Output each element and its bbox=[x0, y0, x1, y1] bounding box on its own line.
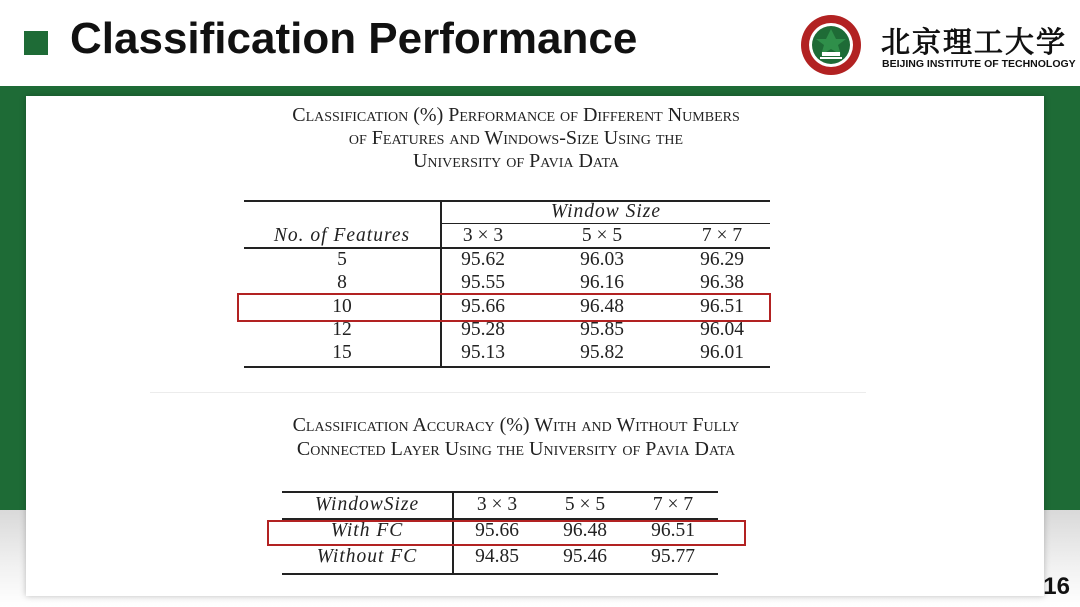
features-window-size-table bbox=[244, 200, 770, 368]
row-label: 15 bbox=[332, 342, 352, 363]
table-cell: 96.38 bbox=[700, 272, 744, 293]
column-header: 3 × 3 bbox=[462, 225, 504, 246]
table1-caption-line: University of Pavia Data bbox=[412, 150, 620, 172]
table-cell: 95.66 bbox=[475, 520, 519, 541]
table-cell: 95.82 bbox=[580, 342, 624, 363]
table-cell: 96.01 bbox=[700, 342, 744, 363]
table-cell: 96.03 bbox=[580, 249, 624, 270]
table-cell: 96.51 bbox=[700, 296, 744, 317]
row-label: Without FC bbox=[316, 546, 418, 567]
table-cell: 96.16 bbox=[580, 272, 624, 293]
table-cell: 94.85 bbox=[475, 546, 519, 567]
title-bullet-square bbox=[24, 31, 48, 55]
table-cell: 96.48 bbox=[580, 296, 624, 317]
university-name-en: BEIJING INSTITUTE OF TECHNOLOGY bbox=[882, 58, 1076, 70]
table1-caption bbox=[196, 104, 836, 173]
table-cell: 95.55 bbox=[461, 272, 505, 293]
column-header: 3 × 3 bbox=[476, 494, 518, 515]
table-bottom-rule bbox=[244, 366, 770, 368]
row-label: With FC bbox=[330, 520, 404, 541]
row-header-window-size: WindowSize bbox=[314, 494, 420, 515]
table1-caption-line: of Features and Windows-Size Using the bbox=[348, 127, 684, 149]
table-cell: 96.04 bbox=[700, 319, 744, 340]
table2-caption-line: Classification Accuracy (%) With and Without Fully bbox=[292, 414, 740, 436]
table2-caption-line: Connected Layer Using the University of Pavia Data bbox=[296, 438, 736, 460]
column-header: 5 × 5 bbox=[564, 494, 606, 515]
table-cell: 95.62 bbox=[461, 249, 505, 270]
table-cell: 95.13 bbox=[461, 342, 505, 363]
table2-caption bbox=[176, 413, 856, 461]
table-cell: 96.48 bbox=[563, 520, 607, 541]
university-name-cn: 北京理工大学 bbox=[881, 25, 1068, 59]
university-seal-logo bbox=[800, 14, 862, 76]
table-cell: 95.85 bbox=[580, 319, 624, 340]
highlight-box-row-10 bbox=[237, 293, 771, 322]
page-number: 16 bbox=[1043, 573, 1070, 600]
table-bottom-rule bbox=[282, 573, 718, 575]
column-header: 7 × 7 bbox=[701, 225, 743, 246]
column-header: 5 × 5 bbox=[581, 225, 623, 246]
table-cell: 95.66 bbox=[461, 296, 505, 317]
slide-title: Classification Performance bbox=[70, 14, 638, 63]
table-cell: 96.29 bbox=[700, 249, 744, 270]
column-header: 7 × 7 bbox=[652, 494, 694, 515]
table-cell: 95.77 bbox=[651, 546, 695, 567]
row-label: 5 bbox=[337, 249, 347, 270]
highlight-box-with-fc bbox=[267, 520, 746, 546]
table1-caption-line: Classification (%) Performance of Different Numbers bbox=[292, 104, 740, 126]
row-label: 8 bbox=[337, 272, 347, 293]
row-label: 10 bbox=[332, 296, 352, 317]
row-label: 12 bbox=[332, 319, 352, 340]
group-header-window-size: Window Size bbox=[550, 201, 662, 222]
table-cell: 95.28 bbox=[461, 319, 505, 340]
row-header-features: No. of Features bbox=[273, 225, 411, 246]
section-separator bbox=[150, 392, 866, 393]
slide-header bbox=[0, 0, 1080, 86]
table-cell: 95.46 bbox=[563, 546, 607, 567]
table-cell: 96.51 bbox=[651, 520, 695, 541]
